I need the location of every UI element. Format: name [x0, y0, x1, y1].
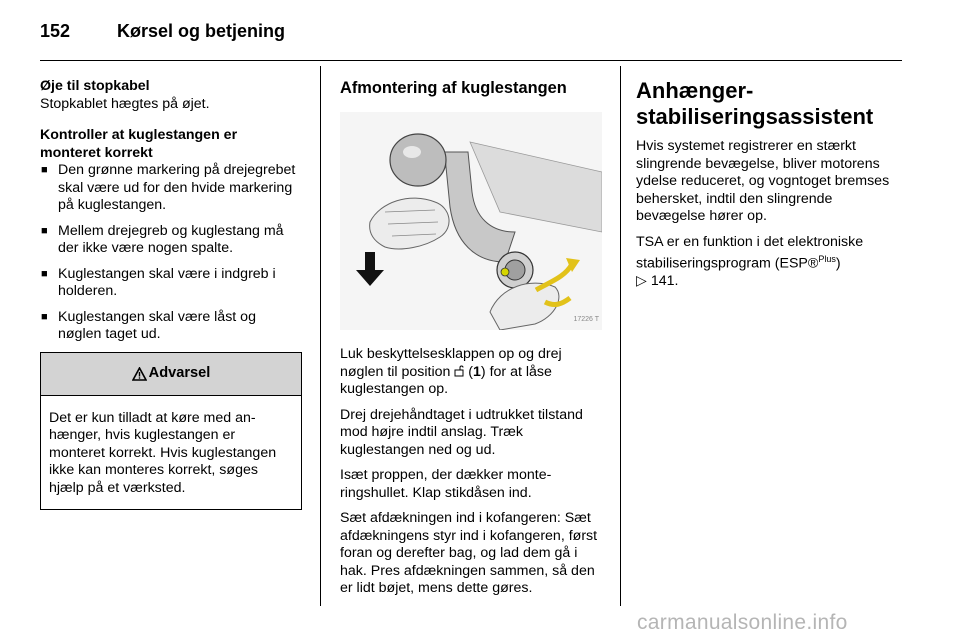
warning-header [41, 353, 301, 396]
subheading-check-line2: monteret korrekt [40, 144, 153, 161]
esp-plus-superscript: Plus [818, 254, 836, 264]
header-divider [40, 60, 902, 61]
chapter-title: Kørsel og betjening [117, 21, 286, 41]
paragraph-unlock-text-a: Luk beskyttelsesklappen op og drej nøglen til position [340, 346, 562, 380]
section-title-tsa-line2: stabiliseringsassistent [636, 104, 874, 129]
list-item: ■ Kuglestangen skal være i indgreb i holderen. [40, 266, 302, 301]
column-divider [620, 66, 621, 606]
warning-title: Advarsel [148, 364, 211, 381]
warning-triangle-icon [132, 367, 147, 381]
column-left [40, 78, 302, 510]
checklist [40, 162, 302, 344]
position-number: 1 [473, 363, 481, 380]
paragraph-unlock-text-b: ( [464, 363, 474, 380]
section-title-tsa [636, 78, 902, 130]
paragraph-rotate-handle: Drej drejehåndtaget i udtrukket tilstand mod højre indtil anslag. Træk kuglestangen ned og ud. [340, 406, 583, 458]
list-item: ■ Mellem drejegreb og kuglestang må der ikke være nogen spalte. [40, 223, 302, 258]
subheading-check-line1: Kontroller at kuglestangen er [40, 127, 238, 143]
subheading-check-mounting [40, 127, 302, 162]
section-title-removal: Afmontering af kuglestangen [340, 79, 567, 97]
paragraph-insert-plug: Isæt proppen, der dækker monteringshullet. Klap stikdåsen ind. [340, 467, 552, 501]
page-number: 152 [40, 21, 71, 41]
list-item: ■ Den grønne markering på drejegrebet skal være ud for den hvide markering på kuglestangen. [40, 162, 302, 215]
column-right [636, 78, 902, 299]
paragraph-tsa-esp [636, 234, 902, 291]
paragraph-cover: Sæt afdækningen ind i kofangeren: Sæt afdækningens styr ind i kofangeren, først foran og derefter bag, og lad dem gå i hak. Pres afdækningen sammen, så den er lidt bøjet, mens dette gøres. [340, 510, 598, 596]
paragraph-tsa-description: Hvis systemet registrerer en stærkt slingrende bevægelse, bliver motorens ydelse reduceret, og vogntoget bremses behersket, indtil den slingrende bevægelse hører op. [636, 138, 890, 224]
tow-bar-illustration [340, 112, 602, 330]
tow-bar-drawing [340, 112, 602, 330]
paragraph-unlock [340, 346, 602, 399]
paragraph-unlock-text-c: ) for at låse kuglestangen op. [340, 363, 552, 397]
section-title-tsa-line1: Anhænger- [636, 78, 754, 103]
paragraph-tsa-esp-text: TSA er en funktion i det elektroniske stabiliseringsprogram (ESP® [636, 233, 864, 272]
page-reference-arrow-icon: ▷ [636, 273, 647, 290]
figure-label: 17226 T [573, 315, 599, 323]
page-reference[interactable]: 141. [650, 273, 679, 290]
warning-box [40, 352, 302, 511]
watermark: carmanualsonline.info [637, 611, 848, 634]
subheading-stop-cable: Øje til stopkabel [40, 78, 150, 94]
column-divider [320, 66, 321, 606]
paragraph-stop-cable: Stopkablet hægtes på øjet. [40, 95, 210, 112]
warning-text: Det er kun tilladt at køre med anhænger, hvis kuglestangen er monteret korrekt. Hvis kuglestangen ikke kan monteres korrekt, søges hjælp på et værksted. [49, 409, 277, 496]
paragraph-tsa-esp-close: ) [835, 255, 841, 272]
unlocked-padlock-icon [454, 364, 464, 377]
column-middle [340, 78, 602, 606]
list-item: ■ Kuglestangen skal være låst og nøglen taget ud. [40, 309, 302, 344]
